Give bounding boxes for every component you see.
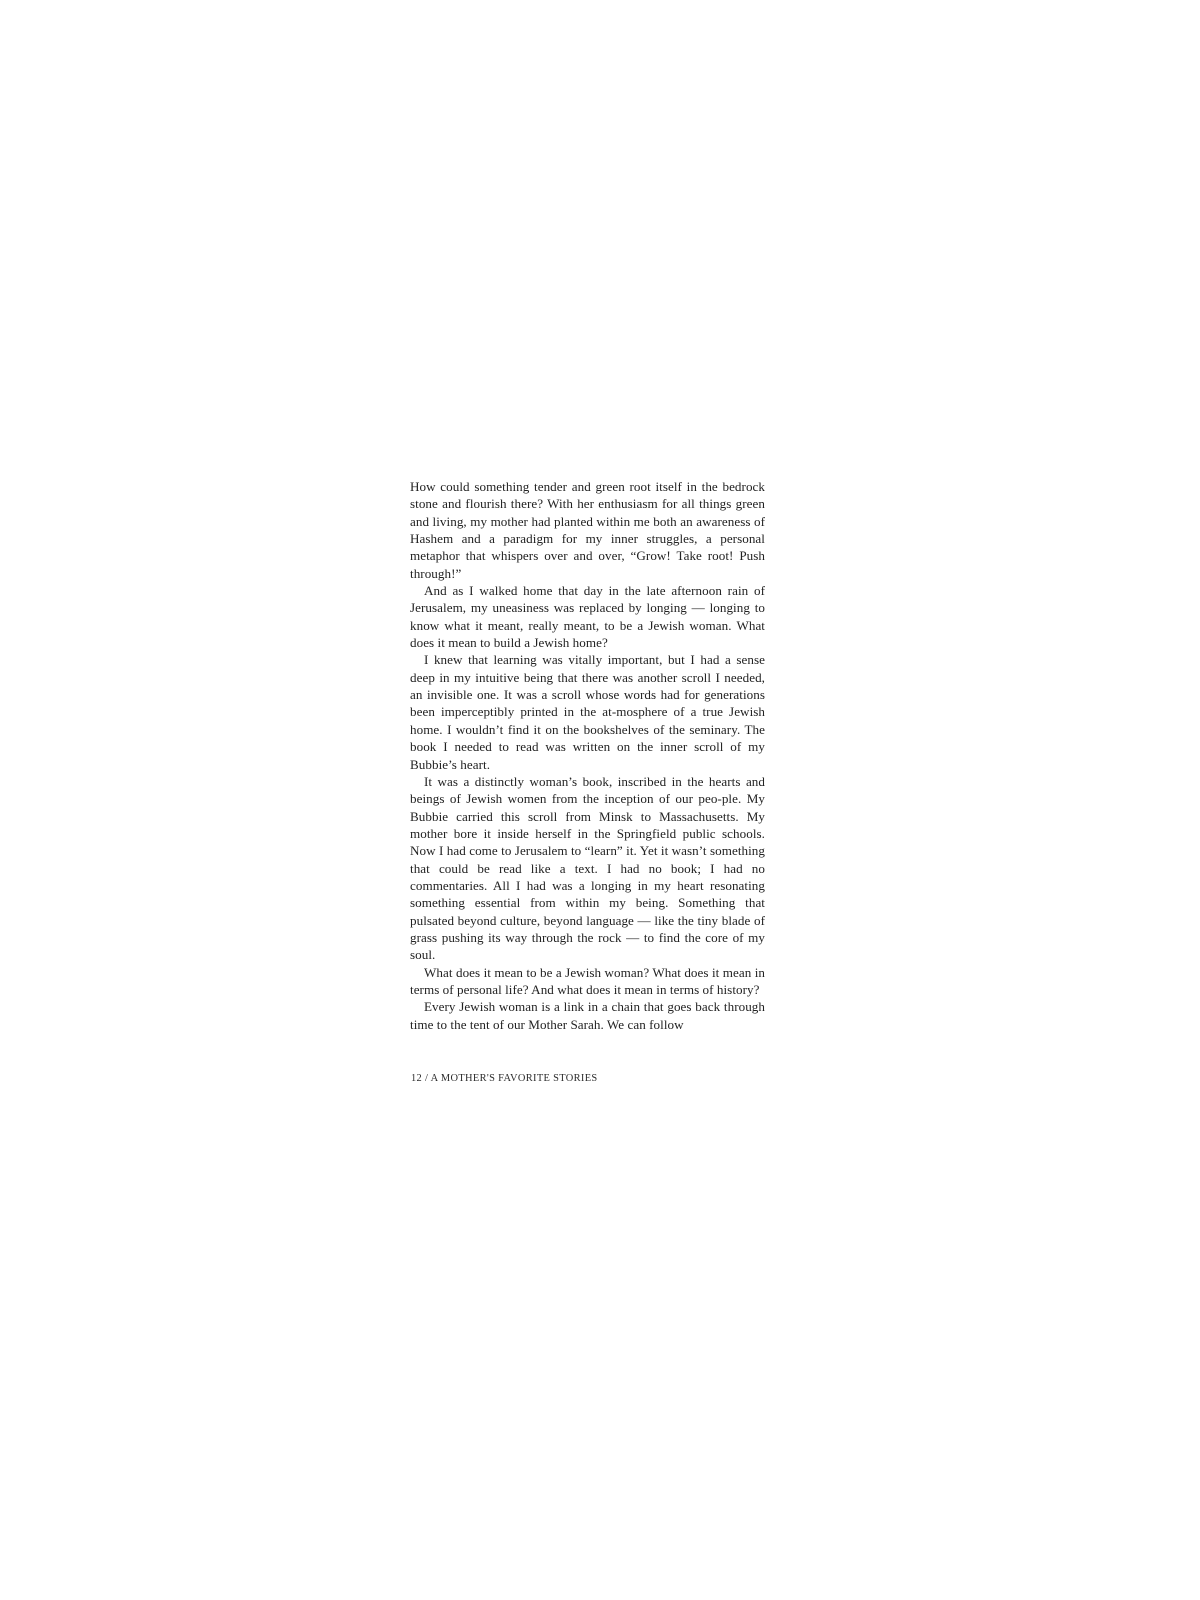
paragraph: What does it mean to be a Jewish woman? What does it mean in terms of personal life? And what does it mean in terms of history? (410, 964, 765, 997)
body-text (410, 478, 765, 1033)
paragraph: It was a distinctly woman’s book, inscribed in the hearts and beings of Jewish women from the inception of our peo-ple. My Bubbie carried this scroll from Minsk to Massachusetts. My mother bore it inside herself in the Springfield public schools. Now I had come to Jerusalem to “learn” it. Yet it wasn’t something that could be read like a text. I had no book; I had no commentaries. All I had was a longing in my heart resonating something essential from within my being. Something that pulsated beyond culture, beyond language — like the tiny blade of grass pushing its way through the rock — to find the core of my soul. (410, 773, 765, 963)
paragraph: How could something tender and green root itself in the bedrock stone and flourish there? With her enthusiasm for all things green and living, my mother had planted within me both an awareness of Hashem and a paradigm for my inner struggles, a personal metaphor that whispers over and over, “Grow! Take root! Push through!” (410, 479, 765, 581)
paragraph: I knew that learning was vitally important, but I had a sense deep in my intuitive being that there was another scroll I needed, an invisible one. It was a scroll whose words had for generations been imperceptibly printed in the at-mosphere of a true Jewish home. I wouldn’t find it on the bookshelves of the seminary. The book I needed to read was written on the inner scroll of my Bubbie’s heart. (410, 652, 765, 772)
paragraph: And as I walked home that day in the late afternoon rain of Jerusalem, my uneasiness was replaced by longing — longing to know what it meant, really meant, to be a Jewish woman. What does it mean to build a Jewish home? (410, 583, 765, 651)
paragraph: Every Jewish woman is a link in a chain that goes back through time to the tent of our Mother Sarah. We can follow (410, 999, 765, 1032)
running-head-footer: 12 / A MOTHER'S FAVORITE STORIES (411, 1073, 598, 1084)
